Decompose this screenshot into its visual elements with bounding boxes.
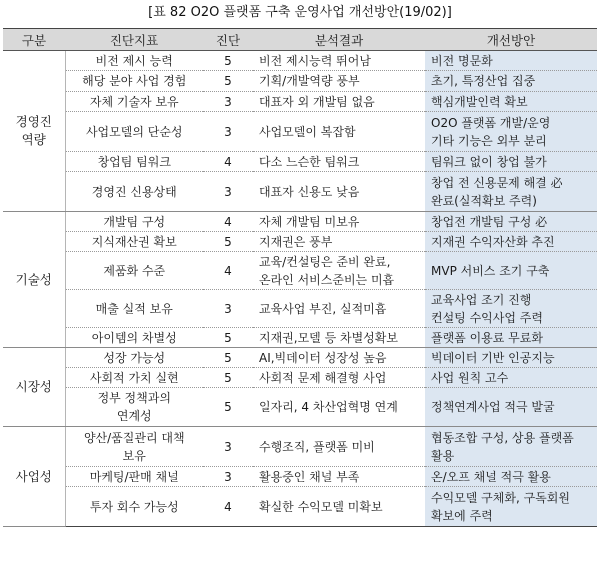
table-row <box>3 112 597 152</box>
score-cell: 4 <box>203 212 253 232</box>
score-cell: 3 <box>203 172 253 212</box>
table-row <box>3 368 597 388</box>
table-row <box>3 290 597 328</box>
header-indicator: 진단지표 <box>65 29 203 51</box>
table-row <box>3 328 597 348</box>
improvement-cell: 교육사업 조기 진행 컨설팅 수익사업 주력 <box>425 290 597 328</box>
indicator-cell: 매출 실적 보유 <box>65 290 203 328</box>
improvement-cell: 창업전 개발팀 구성 必 <box>425 212 597 232</box>
analysis-cell: 기획/개발역량 풍부 <box>253 71 425 92</box>
score-cell: 5 <box>203 328 253 348</box>
table-row <box>3 232 597 252</box>
score-cell: 5 <box>203 388 253 427</box>
analysis-cell: 지재권은 풍부 <box>253 232 425 252</box>
analysis-cell: 대표자 신용도 낮음 <box>253 172 425 212</box>
analysis-cell: 교육/컨설팅은 준비 완료, 온라인 서비스준비는 미흡 <box>253 252 425 290</box>
score-cell: 5 <box>203 232 253 252</box>
table-caption: [표 82 O2O 플랫폼 구축 운영사업 개선방안(19/02)] <box>148 5 452 20</box>
score-cell: 3 <box>203 92 253 112</box>
analysis-cell: 일자리, 4 차산업혁명 연계 <box>253 388 425 427</box>
indicator-cell: 비전 제시 능력 <box>65 51 203 71</box>
analysis-cell: 확실한 수익모델 미확보 <box>253 487 425 527</box>
indicator-cell: 양산/품질관리 대책 보유 <box>65 427 203 467</box>
improvement-cell: 팀워크 없이 창업 불가 <box>425 152 597 172</box>
category-cell: 기술성 <box>3 212 65 348</box>
table-row <box>3 348 597 368</box>
score-cell: 5 <box>203 348 253 368</box>
improvement-cell: 수익모델 구체화, 구독회원 확보에 주력 <box>425 487 597 527</box>
improvement-cell: 지재권 수익자산화 추진 <box>425 232 597 252</box>
indicator-cell: 해당 분야 사업 경험 <box>65 71 203 92</box>
analysis-cell: AI,빅데이터 성장성 높음 <box>253 348 425 368</box>
score-cell: 5 <box>203 368 253 388</box>
indicator-cell: 아이템의 차별성 <box>65 328 203 348</box>
improvement-cell: 초기, 특정산업 집중 <box>425 71 597 92</box>
table-row <box>3 388 597 427</box>
indicator-cell: 사업모델의 단순성 <box>65 112 203 152</box>
header-row <box>3 29 597 51</box>
score-cell: 4 <box>203 487 253 527</box>
indicator-cell: 성장 가능성 <box>65 348 203 368</box>
improvement-cell: 창업 전 신용문제 해결 必 완료(실적확보 주력) <box>425 172 597 212</box>
header-analysis: 분석결과 <box>253 29 425 51</box>
table-row <box>3 427 597 467</box>
category-cell: 경영진 역량 <box>3 51 65 212</box>
improvement-cell: MVP 서비스 조기 구축 <box>425 252 597 290</box>
table-row <box>3 172 597 212</box>
analysis-cell: 지재권,모델 등 차별성확보 <box>253 328 425 348</box>
improvement-cell: 빅데이터 기반 인공지능 <box>425 348 597 368</box>
improvement-cell: 정책연계사업 적극 발굴 <box>425 388 597 427</box>
score-cell: 4 <box>203 252 253 290</box>
indicator-cell: 창업팀 팀워크 <box>65 152 203 172</box>
improvement-cell: O2O 플랫폼 개발/운영 기타 기능은 외부 분리 <box>425 112 597 152</box>
score-cell: 3 <box>203 290 253 328</box>
indicator-cell: 사회적 가치 실현 <box>65 368 203 388</box>
indicator-cell: 투자 회수 가능성 <box>65 487 203 527</box>
header-score: 진단 <box>203 29 253 51</box>
analysis-cell: 활용중인 채널 부족 <box>253 467 425 487</box>
indicator-cell: 마케팅/판매 채널 <box>65 467 203 487</box>
table-row <box>3 71 597 92</box>
category-cell: 시장성 <box>3 348 65 427</box>
score-cell: 5 <box>203 51 253 71</box>
indicator-cell: 경영진 신용상태 <box>65 172 203 212</box>
header-improvement: 개선방안 <box>425 29 597 51</box>
table-row <box>3 252 597 290</box>
table-row <box>3 467 597 487</box>
category-cell: 사업성 <box>3 427 65 527</box>
table-row <box>3 92 597 112</box>
indicator-cell: 자체 기술자 보유 <box>65 92 203 112</box>
improvement-cell: 협동조합 구성, 상용 플랫폼 활용 <box>425 427 597 467</box>
score-cell: 3 <box>203 427 253 467</box>
improvement-cell: 핵심개발인력 확보 <box>425 92 597 112</box>
score-cell: 3 <box>203 112 253 152</box>
score-cell: 5 <box>203 71 253 92</box>
table-row <box>3 212 597 232</box>
improvement-cell: 온/오프 채널 적극 활용 <box>425 467 597 487</box>
table-row <box>3 51 597 71</box>
analysis-cell: 사업모델이 복잡함 <box>253 112 425 152</box>
score-cell: 3 <box>203 467 253 487</box>
analysis-cell: 대표자 외 개발팀 없음 <box>253 92 425 112</box>
analysis-cell: 사회적 문제 해결형 사업 <box>253 368 425 388</box>
score-cell: 4 <box>203 152 253 172</box>
analysis-cell: 비전 제시능력 뛰어남 <box>253 51 425 71</box>
improvement-cell: 플랫폼 이용료 무료화 <box>425 328 597 348</box>
improvement-plan-table <box>3 28 597 527</box>
table-row <box>3 152 597 172</box>
indicator-cell: 개발팀 구성 <box>65 212 203 232</box>
table-body <box>3 51 597 527</box>
indicator-cell: 지식재산권 확보 <box>65 232 203 252</box>
analysis-cell: 수행조직, 플랫폼 미비 <box>253 427 425 467</box>
improvement-cell: 비전 명문화 <box>425 51 597 71</box>
analysis-cell: 교육사업 부진, 실적미흡 <box>253 290 425 328</box>
improvement-cell: 사업 원칙 고수 <box>425 368 597 388</box>
analysis-cell: 다소 느슨한 팀워크 <box>253 152 425 172</box>
indicator-cell: 정부 정책과의 연계성 <box>65 388 203 427</box>
header-category: 구분 <box>3 29 65 51</box>
analysis-cell: 자체 개발팀 미보유 <box>253 212 425 232</box>
indicator-cell: 제품화 수준 <box>65 252 203 290</box>
table-row <box>3 487 597 527</box>
